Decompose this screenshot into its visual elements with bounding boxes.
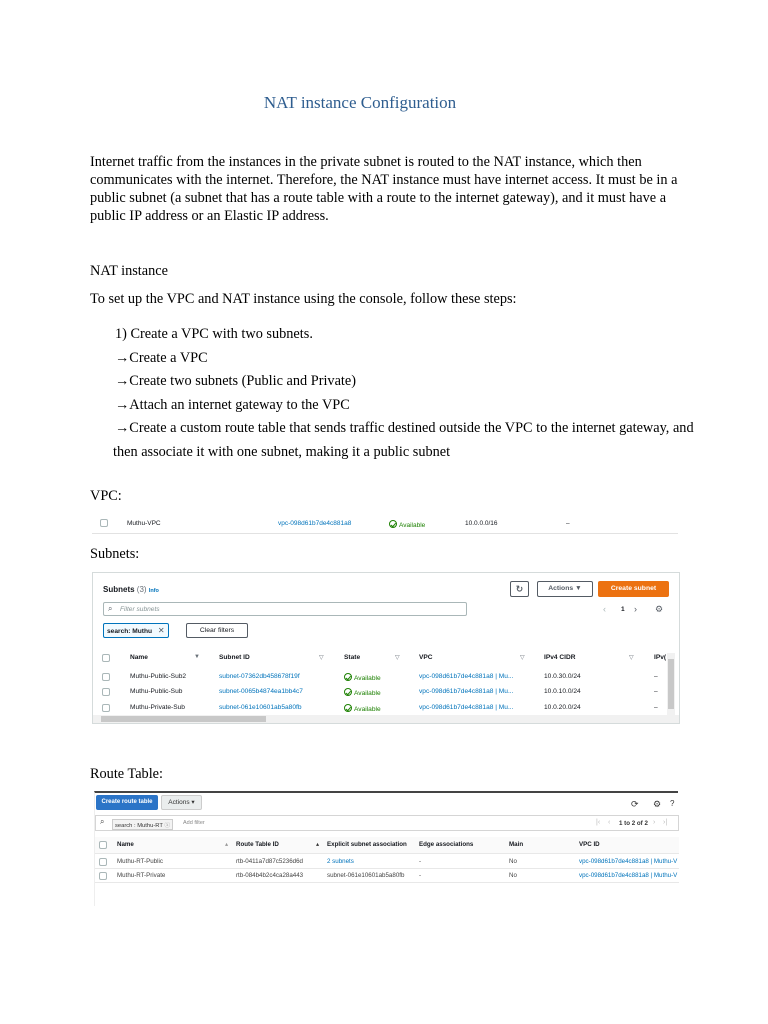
route-table-panel bbox=[94, 791, 678, 906]
table-row[interactable]: Muthu-Private-Sub subnet-061e10601ab5a80fb Available vpc-098d61b7de4c881a8 | Mu... 10.0.20.0/24 – bbox=[93, 700, 681, 716]
help-icon[interactable]: ? bbox=[670, 799, 675, 808]
vpc-row bbox=[92, 514, 678, 534]
row-checkbox[interactable] bbox=[102, 704, 110, 712]
vpc-link[interactable]: vpc-098d61b7de4c881a8 | Muthu-V bbox=[579, 872, 678, 879]
column-name[interactable]: Name bbox=[130, 654, 148, 661]
refresh-icon[interactable]: ⟳ bbox=[631, 799, 639, 809]
sort-icon[interactable]: ▽ bbox=[395, 655, 400, 661]
first-page-icon[interactable]: |‹ bbox=[596, 819, 601, 826]
select-all-checkbox[interactable] bbox=[99, 841, 107, 849]
arrow-icon: → bbox=[115, 350, 130, 366]
intro-line-2: communicates with the internet. Therefore, the NAT instance must have internet access. It must be in a bbox=[90, 172, 678, 188]
vpc-link[interactable]: vpc-098d61b7de4c881a8 | Mu... bbox=[419, 688, 514, 695]
search-chip: search : Muthu-RT ⓧ bbox=[112, 819, 173, 830]
filter-input[interactable] bbox=[103, 602, 467, 616]
sort-icon[interactable]: ▴ bbox=[225, 841, 229, 848]
intro-line-1: Internet traffic from the instances in the private subnet is routed to the NAT instance, which then bbox=[90, 154, 642, 170]
filter-chip: search: Muthu ✕ bbox=[103, 623, 169, 638]
vpc-label: VPC: bbox=[90, 488, 122, 504]
substep-3: →Attach an internet gateway to the VPC bbox=[115, 397, 350, 413]
scrollbar-thumb[interactable] bbox=[668, 659, 674, 709]
actions-dropdown[interactable]: Actions ▾ bbox=[161, 795, 202, 810]
clear-filters-button[interactable]: Clear filters bbox=[186, 623, 248, 638]
table-header bbox=[93, 650, 681, 666]
actions-button[interactable]: Actions ▼ bbox=[537, 581, 593, 597]
last-page-icon[interactable]: ›| bbox=[663, 819, 668, 826]
sort-icon[interactable]: ▽ bbox=[629, 655, 634, 661]
vpc-cidr: 10.0.0.0/16 bbox=[465, 520, 498, 527]
status-badge: Available bbox=[344, 673, 381, 682]
substep-2: →Create two subnets (Public and Private) bbox=[115, 373, 357, 389]
column-ipv4-cidr[interactable]: IPv4 CIDR bbox=[544, 654, 576, 661]
subnet-id-link[interactable]: subnet-0065b4874ea1bb4c7 bbox=[219, 688, 303, 695]
next-page-icon[interactable]: › bbox=[634, 604, 637, 614]
row-checkbox[interactable] bbox=[102, 688, 110, 696]
column-main[interactable]: Main bbox=[509, 841, 524, 848]
search-icon: ⌕ bbox=[100, 817, 105, 826]
vertical-scrollbar[interactable] bbox=[667, 653, 675, 715]
vpc-id-link[interactable]: vpc-098d61b7de4c881a8 bbox=[278, 520, 352, 527]
info-link[interactable]: Info bbox=[148, 588, 159, 594]
intro-line-4: public IP address or an Elastic IP address. bbox=[90, 208, 329, 224]
substep-4-continued: then associate it with one subnet, making it a public subnet bbox=[113, 444, 451, 460]
intro-line-3: public subnet (a subnet that has a route table with a route to the internet gateway), and it must have a bbox=[90, 190, 667, 206]
step-1: 1) Create a VPC with two subnets. bbox=[115, 326, 313, 342]
prev-page-icon[interactable]: ‹ bbox=[608, 819, 611, 826]
subnet-id-link[interactable]: subnet-07362db458678f19f bbox=[219, 673, 300, 680]
column-state[interactable]: State bbox=[344, 654, 361, 661]
arrow-icon: → bbox=[115, 420, 130, 436]
status-badge: Available bbox=[344, 704, 381, 713]
table-row[interactable]: Muthu-Public-Sub subnet-0065b4874ea1bb4c7 Available vpc-098d61b7de4c881a8 | Mu... 10.0.10.0/24 – bbox=[93, 684, 681, 700]
filter-placeholder: Filter subnets bbox=[120, 606, 160, 613]
create-subnet-button[interactable]: Create subnet bbox=[598, 581, 669, 597]
sort-icon[interactable]: ▼ bbox=[194, 654, 200, 660]
column-explicit-subnet[interactable]: Explicit subnet association bbox=[327, 841, 407, 848]
column-ipv6[interactable]: IPv( bbox=[654, 654, 667, 661]
next-page-icon[interactable]: › bbox=[653, 819, 656, 826]
table-row[interactable]: Muthu-RT-Public rtb-0411a7d87c5236d6d 2 subnets - No vpc-098d61b7de4c881a8 | Muthu-V bbox=[95, 855, 679, 869]
route-table-label: Route Table: bbox=[90, 766, 163, 782]
select-all-checkbox[interactable] bbox=[102, 654, 110, 662]
status-badge: Available bbox=[344, 688, 381, 697]
prev-page-icon[interactable]: ‹ bbox=[603, 604, 606, 614]
gear-icon[interactable]: ⚙ bbox=[653, 799, 662, 809]
check-circle-icon bbox=[344, 688, 352, 696]
close-icon[interactable]: ✕ bbox=[157, 626, 165, 635]
search-icon: ⌕ bbox=[108, 604, 113, 613]
subnets-link[interactable]: 2 subnets bbox=[327, 858, 354, 865]
table-header bbox=[95, 837, 679, 854]
row-checkbox[interactable] bbox=[99, 858, 107, 866]
vpc-link[interactable]: vpc-098d61b7de4c881a8 | Muthu-V bbox=[579, 858, 678, 865]
page-title: NAT instance Configuration bbox=[263, 93, 457, 112]
close-icon[interactable]: ⓧ bbox=[164, 823, 171, 829]
add-filter-placeholder: Add filter bbox=[183, 820, 205, 826]
arrow-icon: → bbox=[115, 397, 130, 413]
vpc-link[interactable]: vpc-098d61b7de4c881a8 | Mu... bbox=[419, 673, 514, 680]
sort-icon[interactable]: ▽ bbox=[520, 655, 525, 661]
vpc-dash: – bbox=[566, 520, 570, 527]
subnets-title: Subnets (3) Info bbox=[103, 585, 159, 594]
nat-heading: NAT instance bbox=[90, 263, 168, 279]
subnet-id-link[interactable]: subnet-061e10601ab5a80fb bbox=[219, 704, 302, 711]
refresh-button[interactable] bbox=[510, 581, 529, 597]
row-checkbox[interactable] bbox=[100, 519, 108, 527]
column-vpc[interactable]: VPC bbox=[419, 654, 433, 661]
arrow-icon: → bbox=[115, 373, 130, 389]
sort-icon[interactable]: ▴ bbox=[316, 841, 320, 848]
current-page[interactable]: 1 bbox=[621, 606, 625, 613]
check-circle-icon bbox=[389, 520, 397, 528]
row-checkbox[interactable] bbox=[102, 673, 110, 681]
create-route-table-button[interactable]: Create route table bbox=[96, 795, 158, 810]
subnets-panel bbox=[92, 572, 680, 724]
column-vpc-id[interactable]: VPC ID bbox=[579, 841, 600, 848]
substep-1: →Create a VPC bbox=[115, 350, 208, 366]
table-row[interactable]: Muthu-Public-Sub2 subnet-07362db458678f19f Available vpc-098d61b7de4c881a8 | Mu... 10.0.30.0/24 – bbox=[93, 669, 681, 685]
search-bar[interactable] bbox=[95, 815, 679, 831]
column-name[interactable]: Name bbox=[117, 841, 134, 848]
column-edge-associations[interactable]: Edge associations bbox=[419, 841, 474, 848]
check-circle-icon bbox=[344, 673, 352, 681]
sort-icon[interactable]: ▽ bbox=[319, 655, 324, 661]
check-circle-icon bbox=[344, 704, 352, 712]
horizontal-scrollbar[interactable] bbox=[93, 715, 679, 723]
vpc-link[interactable]: vpc-098d61b7de4c881a8 | Mu... bbox=[419, 704, 514, 711]
steps-intro: To set up the VPC and NAT instance using the console, follow these steps: bbox=[90, 291, 517, 307]
subnets-label: Subnets: bbox=[90, 546, 140, 562]
column-route-table-id[interactable]: Route Table ID bbox=[236, 841, 279, 848]
column-subnet-id[interactable]: Subnet ID bbox=[219, 654, 250, 661]
scrollbar-thumb[interactable] bbox=[101, 716, 266, 722]
settings-gear-icon[interactable]: ⚙ bbox=[655, 604, 664, 614]
vpc-name: Muthu-VPC bbox=[127, 520, 161, 527]
refresh-icon: ↻ bbox=[515, 584, 524, 594]
table-row[interactable]: Muthu-RT-Private rtb-084b4b2c4ca28a443 subnet-061e10601ab5a80fb - No vpc-098d61b7de4c881a8 | Muthu-V bbox=[95, 869, 679, 883]
substep-4: →Create a custom route table that sends traffic destined outside the VPC to the internet gateway, and bbox=[115, 420, 694, 436]
vpc-state: Available bbox=[389, 520, 425, 529]
row-checkbox[interactable] bbox=[99, 872, 107, 880]
pagination-text: 1 to 2 of 2 bbox=[619, 820, 648, 827]
